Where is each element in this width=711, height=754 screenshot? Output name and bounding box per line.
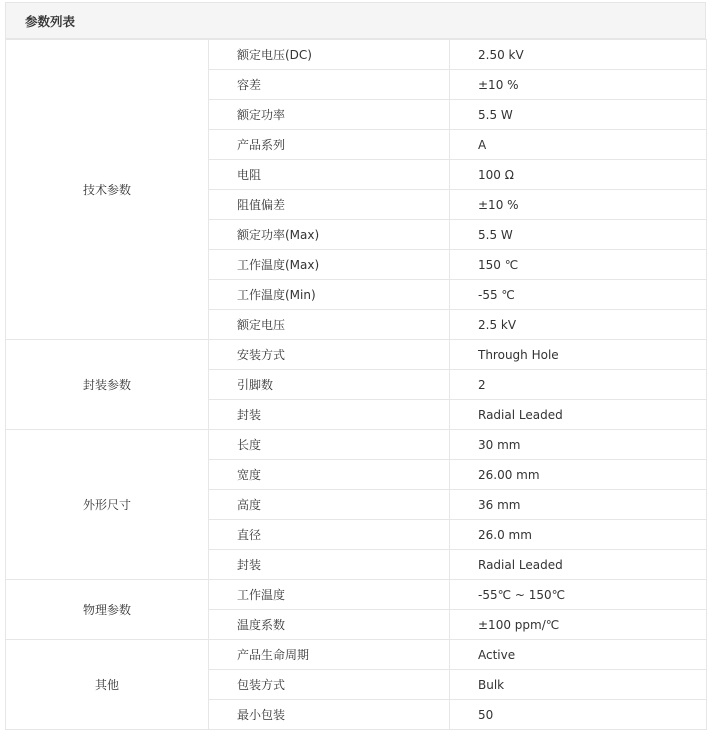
param-value: 26.00 mm [450,460,707,490]
param-value: ±10 % [450,70,707,100]
param-name: 阻值偏差 [209,190,450,220]
table-row [6,340,707,370]
spec-table-body [6,40,707,730]
param-value: Through Hole [450,340,707,370]
table-row [6,40,707,70]
param-name: 安装方式 [209,340,450,370]
spec-table [5,39,707,730]
param-value: ±100 ppm/℃ [450,610,707,640]
param-value: 150 ℃ [450,250,707,280]
param-name: 最小包装 [209,700,450,730]
param-value: 36 mm [450,490,707,520]
param-name: 容差 [209,70,450,100]
table-row [6,640,707,670]
param-name: 长度 [209,430,450,460]
param-name: 工作温度 [209,580,450,610]
param-value: Bulk [450,670,707,700]
param-name: 工作温度(Min) [209,280,450,310]
param-name: 产品系列 [209,130,450,160]
param-name: 封装 [209,400,450,430]
param-name: 高度 [209,490,450,520]
table-row [6,430,707,460]
param-value: 100 Ω [450,160,707,190]
param-name: 宽度 [209,460,450,490]
param-value: -55℃ ~ 150℃ [450,580,707,610]
param-name: 额定电压 [209,310,450,340]
param-name: 产品生命周期 [209,640,450,670]
param-value: 2 [450,370,707,400]
param-name: 温度系数 [209,610,450,640]
param-name: 额定功率 [209,100,450,130]
param-value: A [450,130,707,160]
group-label: 其他 [6,640,209,730]
param-value: Radial Leaded [450,400,707,430]
group-label: 外形尺寸 [6,430,209,580]
panel-title: 参数列表 [5,2,706,39]
param-name: 工作温度(Max) [209,250,450,280]
param-value: 2.5 kV [450,310,707,340]
param-value: -55 ℃ [450,280,707,310]
param-value: 5.5 W [450,220,707,250]
group-label: 物理参数 [6,580,209,640]
param-name: 封装 [209,550,450,580]
param-value: Active [450,640,707,670]
param-name: 引脚数 [209,370,450,400]
param-name: 额定电压(DC) [209,40,450,70]
param-value: ±10 % [450,190,707,220]
param-value: 26.0 mm [450,520,707,550]
group-label: 封装参数 [6,340,209,430]
param-value: 50 [450,700,707,730]
param-name: 额定功率(Max) [209,220,450,250]
param-name: 电阻 [209,160,450,190]
spec-table-panel [5,2,706,730]
param-name: 直径 [209,520,450,550]
table-row [6,580,707,610]
group-label: 技术参数 [6,40,209,340]
param-value: 2.50 kV [450,40,707,70]
param-value: Radial Leaded [450,550,707,580]
param-value: 30 mm [450,430,707,460]
param-value: 5.5 W [450,100,707,130]
param-name: 包装方式 [209,670,450,700]
